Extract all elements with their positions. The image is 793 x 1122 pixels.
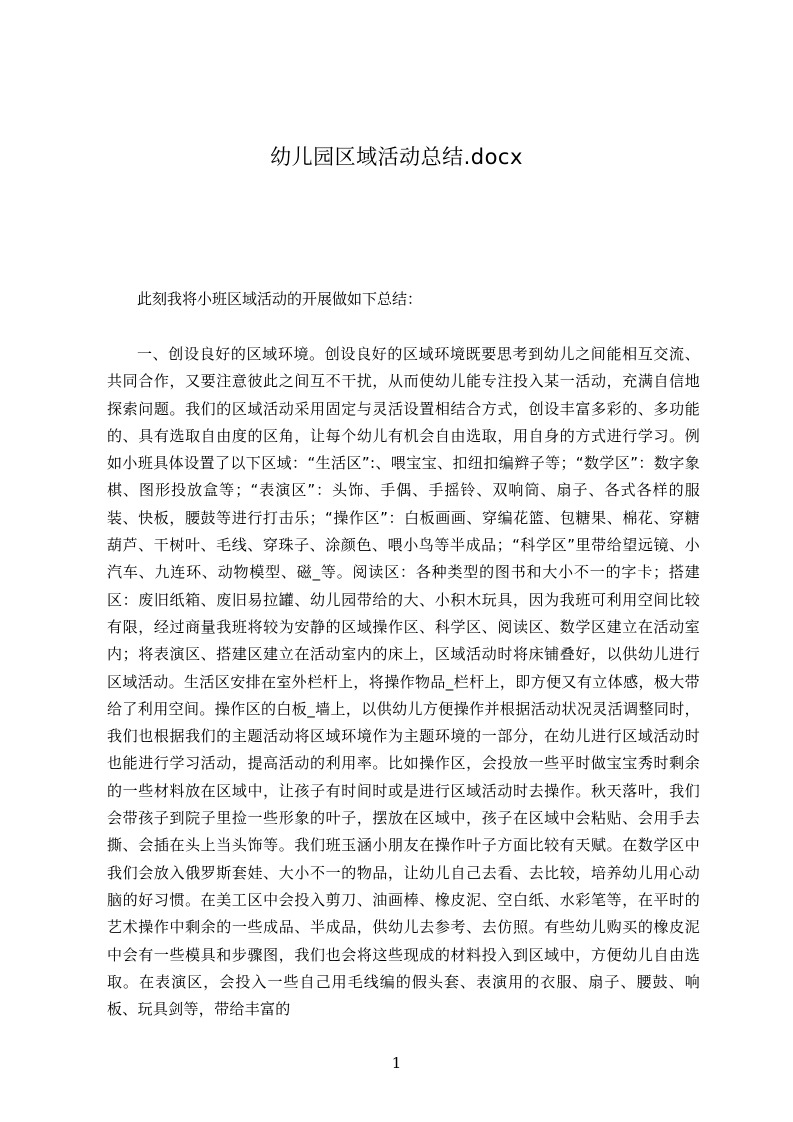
page-number: 1 [391, 1054, 402, 1072]
body-paragraph: 一、创设良好的区域环境。创设良好的区域环境既要思考到幼儿之间能相互交流、共同合作，又要注意彼此之间互不干扰，从而使幼儿能专注投入某一活动，充满自信地探索问题。我们的区域活动采用固定与灵活设置相结合方式，创设丰富多彩的、多功能的、具有选取自由度的区角，让每个幼儿有机会自由选取，用自身的方式进行学习。例如小班具体设置了以下区域：“生活区”:、喂宝宝、扣纽扣编辫子等；“数学区”：数字象棋、图形投放盒等；“表演区”：头饰、手偶、手摇铃、双响筒、扇子、各式各样的服装、快板，腰鼓等进行打击乐；“操作区”：白板画画、穿编花篮、包糖果、棉花、穿糖葫芦、干树叶、毛线、穿珠子、涂颜色、喂小鸟等半成品；“科学区”里带给望远镜、小汽车、九连环、动物模型、磁_等。阅读区：各种类型的图书和大小不一的字卡；搭建区：废旧纸箱、废旧易拉罐、幼儿园带给的大、小积木玩具，因为我班可利用空间比较有限，经过商量我班将较为安静的区域操作区、科学区、阅读区、数学区建立在活动室内；将表演区、搭建区建立在活动室内的床上，区域活动时将床铺叠好，以供幼儿进行区域活动。生活区安排在室外栏杆上，将操作物品_栏杆上，即方便又有立体感，极大带给了利用空间。操作区的白板_墙上，以供幼儿方便操作并根据活动状况灵活调整同时，我们也根据我们的主题活动将区域环境作为主题环境的一部分，在幼儿进行区域活动时也能进行学习活动，提高活动的利用率。比如操作区，会投放一些平时做宝宝秀时剩余的一些材料放在区域中，让孩子有时间时或是进行区域活动时去操作。秋天落叶，我们会带孩子到院子里捡一些形象的叶子，摆放在区域中，孩子在区域中会粘贴、会用手去撕、会插在头上当头饰等。我们班玉涵小朋友在操作叶子方面比较有天赋。在数学区中我们会放入俄罗斯套娃、大小不一的物品，让幼儿自己去看、去比较，培养幼儿用心动脑的好习惯。在美工区中会投入剪刀、油画棒、橡皮泥、空白纸、水彩笔等，在平时的艺术操作中剩余的一些成品、半成品，供幼儿去参考、去仿照。有些幼儿购买的橡皮泥中会有一些模具和步骤图，我们也会将这些现成的材料投入到区域中，方便幼儿自由选取。在表演区，会投入一些自己用毛线编的假头套、表演用的衣服、扇子、腰鼓、响板、玩具剑等，带给丰富的 [107, 345, 700, 1019]
intro-paragraph: 此刻我将小班区域活动的开展做如下总结： [137, 290, 423, 308]
document-title: 幼儿园区域活动总结.docx [270, 145, 523, 169]
